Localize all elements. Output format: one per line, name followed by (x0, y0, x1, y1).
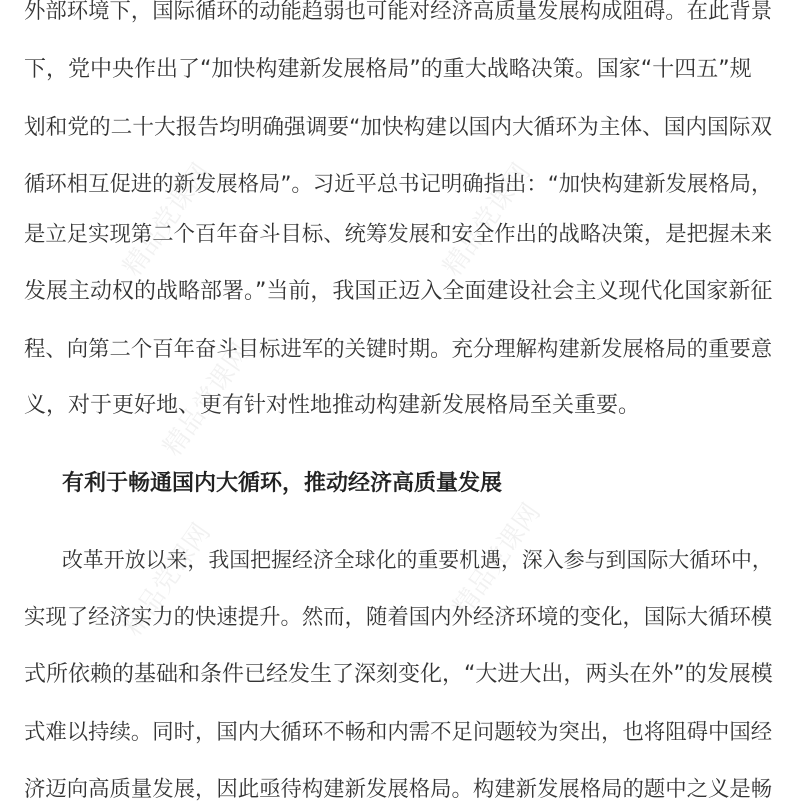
watermark-text: 精品党课网 (447, 498, 547, 622)
text-line: 改革开放以来，我国把握经济全球化的重要机遇，深入参与到国际大循环中， (62, 548, 773, 572)
text-line: 划和党的二十大报告均明确强调要“加快构建以国内大循环为主体、国内国际双 (24, 115, 773, 140)
watermark-text: 精品党课网 (117, 518, 217, 642)
watermark-text: 精品党课网 (117, 158, 217, 282)
text-line: 循环相互促进的新发展格局”。习近平总书记明确指出：“加快构建新发展格局， (24, 172, 773, 197)
watermark-text: 精品党课网 (437, 158, 537, 282)
text-line: 下，党中央作出了“加快构建新发展格局”的重大战略决策。国家“十四五”规 (24, 57, 752, 82)
text-line: 式难以持续。同时，国内大循环不畅和内需不足问题较为突出，也将阻碍中国经 (24, 720, 773, 745)
text-line: 义，对于更好地、更有针对性地推动构建新发展格局至关重要。 (24, 393, 641, 418)
text-line: 实现了经济实力的快速提升。然而，随着国内外经济环境的变化，国际大循环模 (24, 605, 773, 630)
text-line: 式所依赖的基础和条件已经发生了深刻变化，“大进大出，两头在外”的发展模 (24, 662, 773, 687)
text-line: 是立足实现第二个百年奋斗目标、统筹发展和安全作出的战略决策，是把握未来 (24, 222, 773, 247)
text-line: 程、向第二个百年奋斗目标进军的关键时期。充分理解构建新发展格局的重要意 (24, 337, 773, 362)
text-line: 发展主动权的战略部署。”当前，我国正迈入全面建设社会主义现代化国家新征 (24, 279, 773, 304)
watermark-text: 精品党课网 (157, 338, 257, 462)
text-line: 济迈向高质量发展，因此亟待构建新发展格局。构建新发展格局的题中之义是畅 (24, 777, 773, 802)
section-heading: 有利于畅通国内大循环，推动经济高质量发展 (62, 471, 503, 496)
text-line: 外部环境下，国际循环的动能趋弱也可能对经济高质量发展构成阻碍。在此背景 (24, 0, 773, 24)
